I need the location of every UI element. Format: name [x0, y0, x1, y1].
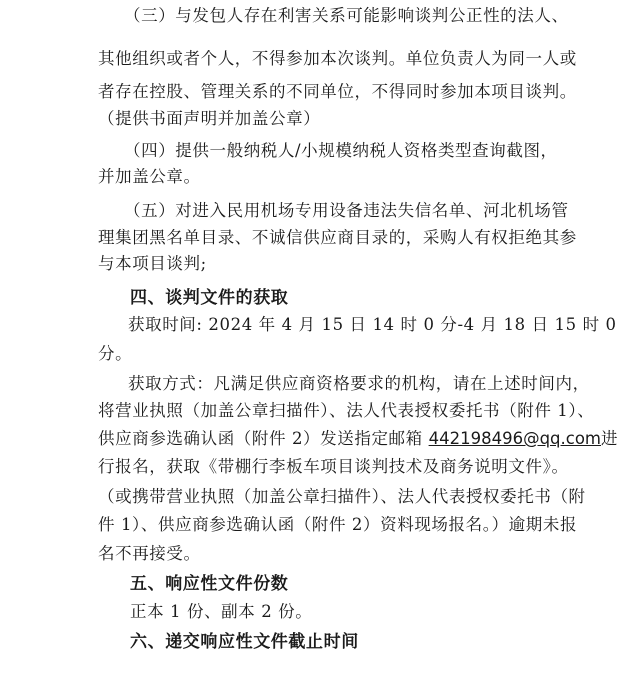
copies-count: 正本 1 份、副本 2 份。: [130, 602, 313, 621]
acquisition-time-cont: 分。: [98, 344, 133, 363]
email-line-suffix: 进: [601, 429, 619, 448]
acquisition-method-line-2: 将营业执照（加盖公章扫描件）、法人代表授权委托书（附件 1）、: [98, 401, 595, 420]
acquisition-method-line-4: 行报名，获取《带棚行李板车项目谈判技术及商务说明文件》。: [98, 457, 569, 476]
acquisition-time: 获取时间: 2024 年 4 月 15 日 14 时 0 分-4 月 18 日 15 时 0: [128, 315, 617, 334]
clause-4-line-2: 并加盖公章。: [98, 167, 201, 186]
section-4-heading: 四、谈判文件的获取: [130, 288, 289, 308]
clause-5-line-2: 理集团黑名单目录、不诚信供应商目录的，采购人有权拒绝其参: [98, 228, 577, 247]
clause-3-note: （提供书面声明并加盖公章）: [98, 109, 321, 128]
clause-3-line-2: 其他组织或者个人，不得参加本次谈判。单位负责人为同一人或: [98, 49, 577, 68]
clause-5-line-3: 与本项目谈判;: [98, 254, 207, 273]
email-line-prefix: 供应商参选确认函（附件 2）发送指定邮箱: [98, 429, 429, 448]
clause-3-line-3: 者存在控股、管理关系的不同单位，不得同时参加本项目谈判。: [98, 82, 577, 101]
clause-4-line-1: （四）提供一般纳税人/小规模纳税人资格类型查询截图，: [124, 141, 558, 160]
clause-3-line-1: （三）与发包人存在利害关系可能影响谈判公正性的法人、: [124, 6, 569, 25]
clause-5-line-1: （五）对进入民用机场专用设备违法失信名单、河北机场管: [124, 201, 569, 220]
section-6-heading: 六、递交响应性文件截止时间: [130, 632, 359, 652]
acquisition-method-line-7: 名不再接受。: [98, 544, 201, 563]
email-link[interactable]: 442198496@qq.com: [428, 429, 602, 448]
acquisition-method-line-6: 件 1）、供应商参选确认函（附件 2）资料现场报名。）逾期未报: [98, 515, 578, 534]
acquisition-method-line-3: [98, 428, 618, 450]
section-5-heading: 五、响应性文件份数: [130, 574, 289, 594]
acquisition-method-line-1: 获取方式：凡满足供应商资格要求的机构，请在上述时间内，: [128, 374, 590, 393]
acquisition-method-line-5: （或携带营业执照（加盖公章扫描件）、法人代表授权委托书（附: [98, 487, 586, 506]
